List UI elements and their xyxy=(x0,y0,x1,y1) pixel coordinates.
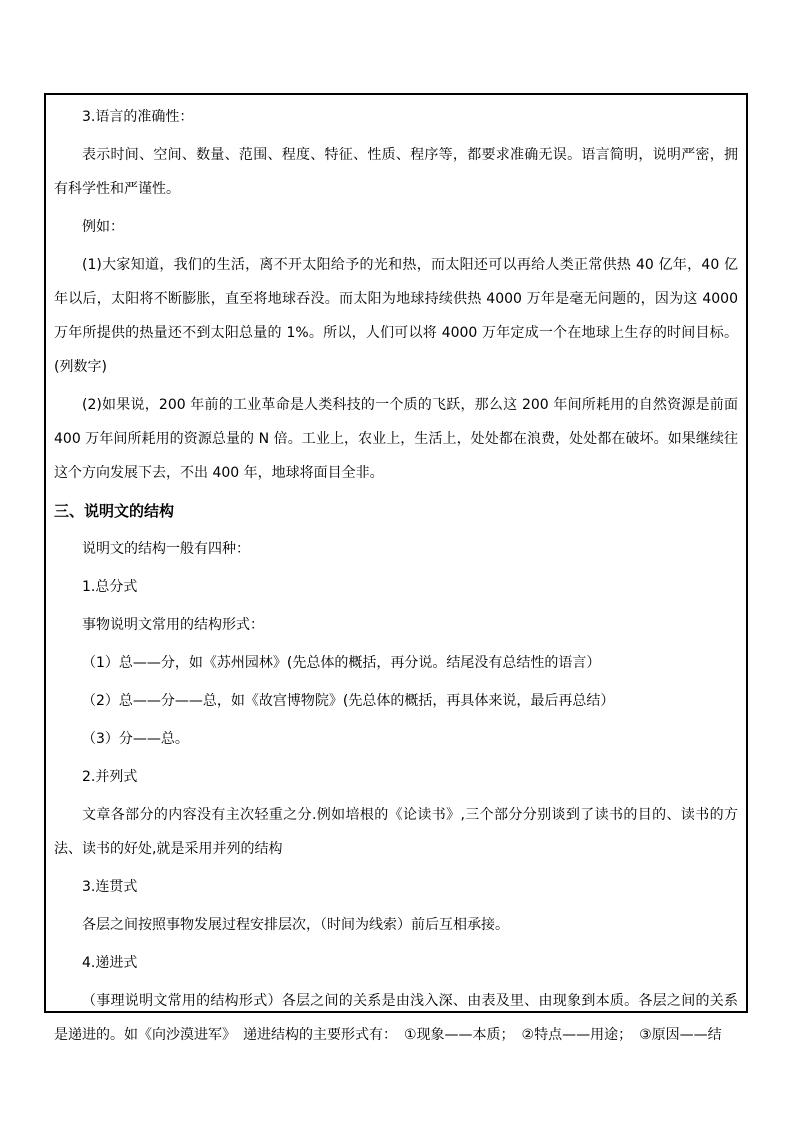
document-border-box xyxy=(44,93,748,1043)
paragraph-language-accuracy-body: 表示时间、空间、数量、范围、程度、特征、性质、程序等，都要求准确无误。语言简明，说明严密，拥有科学性和严谨性。 xyxy=(54,147,738,197)
paragraph-type4-title: 4.递进式 xyxy=(82,955,138,971)
paragraph-example-1: (1)大家知道，我们的生活，离不开太阳给予的光和热，而太阳还可以再给人类正常供热 40 亿年，40 亿年以后，太阳将不断膨胀，直至将地球吞没。而太阳为地球持续供热 4000 万年是毫无问题的，因为这 4000 万年所提供的热量还不到太阳总量的 1%。所以，人们可以将 4000 万年定成一个在地球上生存的时间目标。(列数字) xyxy=(54,257,738,375)
paragraph-type4-desc: （事理说明文常用的结构形式）各层之间的关系是由浅入深、由表及里、由现象到本质。各层之间的关系是递进的。如《向沙漠进军》 递进结构的主要形式有： ①现象——本质； ②特点——用途； ③原因——结 xyxy=(54,993,738,1043)
paragraph-type1-desc: 事物说明文常用的结构形式： xyxy=(82,617,264,633)
paragraph-structure-intro: 说明文的结构一般有四种： xyxy=(82,541,250,557)
paragraph-type2-title: 2.并列式 xyxy=(82,769,138,785)
paragraph-type3-title: 3.连贯式 xyxy=(82,879,138,895)
paragraph-type1-form2: （2）总——分——总，如《故宫博物院》(先总体的概括，再具体来说，最后再总结） xyxy=(82,693,615,709)
paragraph-type1-form3: （3）分——总。 xyxy=(82,731,189,747)
paragraph-example-2: (2)如果说，200 年前的工业革命是人类科技的一个质的飞跃，那么这 200 年间所耗用的自然资源是前面 400 万年间所耗用的资源总量的 N 倍。工业上，农业上，生活上，处处都在浪费，处处都在破坏。如果继续往这个方向发展下去，不出 400 年，地球将面目全非。 xyxy=(54,397,738,481)
paragraph-language-accuracy-title: 3.语言的准确性： xyxy=(82,109,194,125)
paragraph-type3-desc: 各层之间按照事物发展过程安排层次，（时间为线索）前后互相承接。 xyxy=(82,917,509,933)
section-heading-structure: 三、说明文的结构 xyxy=(54,502,175,520)
paragraph-example-label: 例如： xyxy=(82,219,124,235)
paragraph-type1-form1: （1）总——分，如《苏州园林》(先总体的概括，再分说。结尾没有总结性的语言） xyxy=(82,655,601,671)
paragraph-type2-desc: 文章各部分的内容没有主次轻重之分.例如培根的《论读书》,三个部分分别谈到了读书的目的、读书的方法、读书的好处,就是采用并列的结构 xyxy=(54,807,738,857)
paragraph-type1-title: 1.总分式 xyxy=(82,579,138,595)
